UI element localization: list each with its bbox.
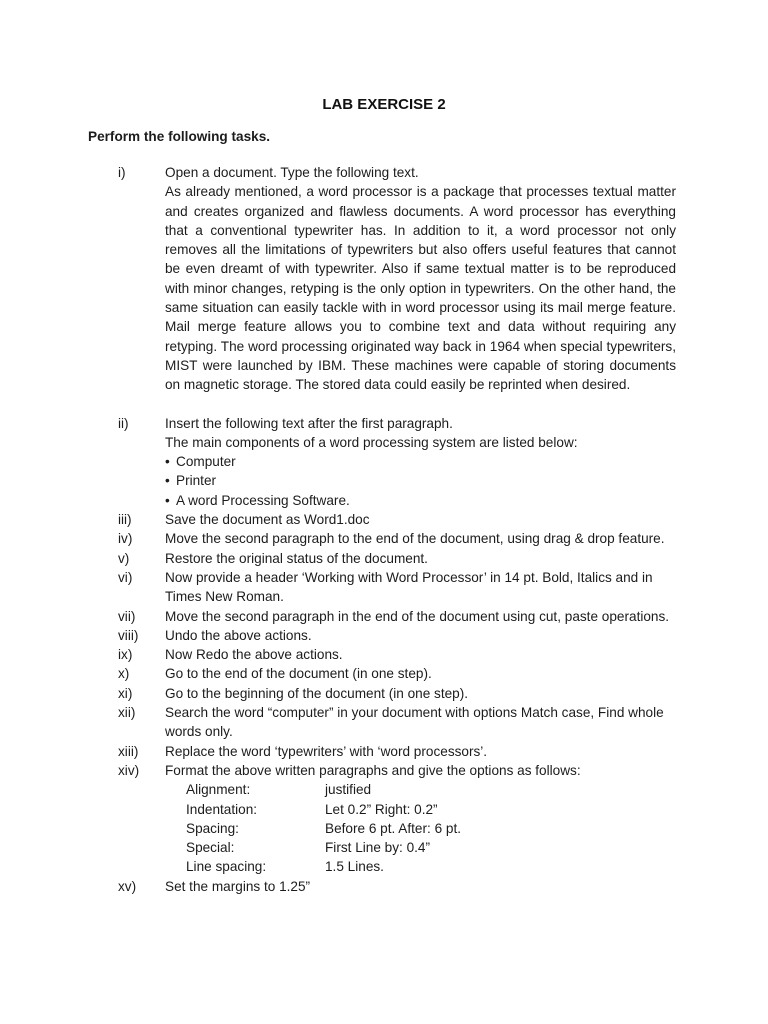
task-text: Move the second paragraph to the end of the document, using drag & drop feature. (165, 531, 665, 547)
task-item-ix (118, 645, 676, 664)
option-label: Alignment: (186, 782, 251, 798)
task-marker: vii) (118, 608, 136, 624)
task-text: Search the word “computer” in your document with options Match case, Find whole words only. (165, 705, 664, 740)
task-item-x (118, 664, 676, 683)
bullet-text: • Printer (176, 473, 217, 489)
task-item-i (118, 163, 676, 395)
task-text: Go to the end of the document (in one step). (165, 666, 432, 682)
option-label: Indentation: (186, 801, 258, 817)
bullet-item (165, 452, 676, 471)
task-marker: v) (118, 550, 130, 566)
task-text: Go to the beginning of the document (in one step). (165, 685, 469, 701)
task-subtext: The main components of a word processing system are listed below: (165, 434, 578, 450)
option-value: Let 0.2” Right: 0.2” (325, 801, 438, 817)
task-content (165, 761, 676, 877)
task-content (165, 414, 676, 510)
option-value: justified (325, 782, 372, 798)
task-marker: iv) (118, 531, 133, 547)
task-item-xiii (118, 742, 676, 761)
option-value: Before 6 pt. After: 6 pt. (325, 820, 462, 836)
task-item-ii (118, 414, 676, 510)
bullet-item (165, 471, 676, 490)
task-item-iii (118, 510, 676, 529)
bullet-text: • Computer (176, 454, 236, 470)
task-marker: ii) (118, 415, 129, 431)
task-text: Move the second paragraph in the end of the document using cut, paste operations. (165, 608, 670, 624)
page-title: LAB EXERCISE 2 (322, 96, 446, 113)
task-marker: iii) (118, 512, 132, 528)
task-item-xii (118, 703, 676, 742)
task-item-xi (118, 684, 676, 703)
task-text: Set the margins to 1.25” (165, 878, 311, 894)
task-paragraph: As already mentioned, a word processor is a package that processes textual matter and creates organized and flawless documents. A word processor has everything that a conventional typewriter has. In addition to it, a word processor not only removes all the limitations of typewriters but also offers useful features that cannot be even dreamt of with typewriter. Also if same textual matter is to be reproduced with minor changes, retyping is the only option in typewriters. On the other hand, the same situation can easily tackle with in word processor using its mail merge feature. Mail merge feature allows you to combine text and data without requiring any retyping. The word processing originated way back in 1964 when special typewriters, MIST were launched by IBM. These machines were capable of storing documents on magnetic storage. The stored data could easily be reprinted when desired. (165, 184, 676, 393)
task-text: Format the above written paragraphs and give the options as follows: (165, 762, 581, 778)
task-item-iv (118, 529, 676, 548)
task-marker: x) (118, 666, 130, 682)
task-item-viii (118, 626, 676, 645)
task-marker: xii) (118, 705, 136, 721)
task-marker: xi) (118, 685, 133, 701)
bullet-text: • A word Processing Software. (176, 492, 350, 508)
option-value: 1.5 Lines. (325, 859, 384, 875)
task-text: Now Redo the above actions. (165, 647, 343, 663)
option-label: Spacing: (186, 820, 239, 836)
task-item-xiv (118, 761, 676, 877)
task-item-v (118, 549, 676, 568)
task-marker: xiv) (118, 762, 140, 778)
intro-text: Perform the following tasks. (88, 129, 271, 144)
task-item-vii (118, 607, 676, 626)
task-marker: i) (118, 165, 126, 180)
task-item-vi (118, 568, 676, 607)
task-text: Restore the original status of the document. (165, 550, 428, 566)
task-text: Replace the word ‘typewriters’ with ‘word processors’. (165, 743, 488, 759)
format-option-row (165, 857, 676, 876)
format-option-row (165, 838, 676, 857)
task-text: Insert the following text after the first paragraph. (165, 415, 453, 431)
task-content (165, 163, 676, 395)
task-marker: xiii) (118, 743, 139, 759)
task-list (118, 163, 676, 896)
bullet-item (165, 491, 676, 510)
task-text: Open a document. Type the following text. (165, 165, 419, 180)
task-marker: vi) (118, 569, 133, 585)
option-value: First Line by: 0.4” (325, 840, 431, 856)
format-option-row (165, 780, 676, 799)
option-label: Line spacing: (186, 859, 267, 875)
task-marker: ix) (118, 647, 133, 663)
format-option-row (165, 800, 676, 819)
option-label: Special: (186, 840, 235, 856)
task-text: Save the document as Word1.doc (165, 512, 370, 528)
task-marker: xv) (118, 878, 137, 894)
format-option-row (165, 819, 676, 838)
task-marker: viii) (118, 627, 139, 643)
task-text: Undo the above actions. (165, 627, 312, 643)
task-text: Now provide a header ‘Working with Word Processor’ in 14 pt. Bold, Italics and in Times New Roman. (165, 569, 653, 605)
task-item-xv (118, 877, 676, 896)
